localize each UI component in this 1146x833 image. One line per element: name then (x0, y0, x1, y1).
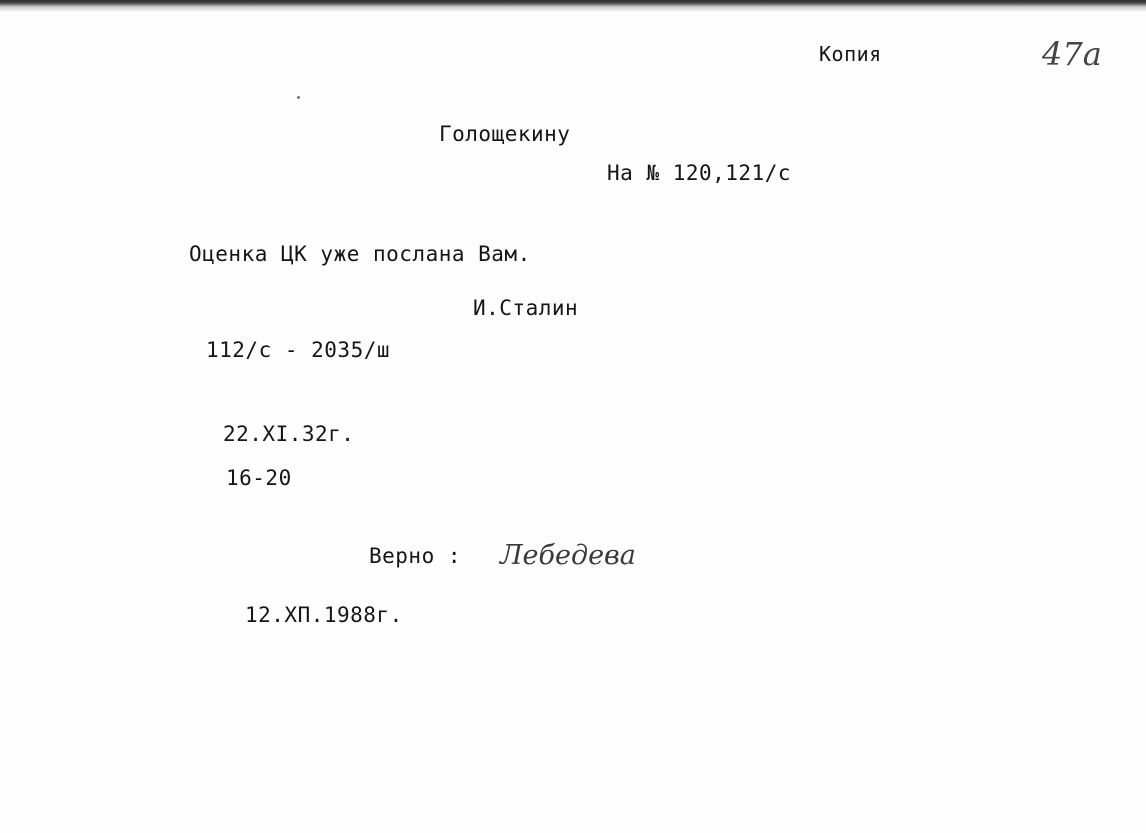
addressee: Голощекину (439, 122, 571, 146)
archive-number: 47а (1042, 35, 1102, 73)
verification-date: 12.ХП.1988г. (245, 603, 403, 627)
verified-label: Верно : (369, 544, 462, 568)
copy-mark: Копия (819, 42, 882, 66)
outgoing-number: 112/с - 2035/ш (206, 338, 391, 362)
page-top-edge (0, 0, 1146, 12)
message-body: Оценка ЦК уже послана Вам. (189, 242, 531, 266)
verified-signature: Лебедева (500, 540, 636, 571)
document-time: 16-20 (226, 466, 292, 490)
reference-number: На № 120,121/с (607, 161, 792, 185)
paper-speck (297, 96, 300, 99)
signature-typed: И.Сталин (473, 296, 579, 320)
document-date: 22.XI.32г. (223, 422, 355, 446)
